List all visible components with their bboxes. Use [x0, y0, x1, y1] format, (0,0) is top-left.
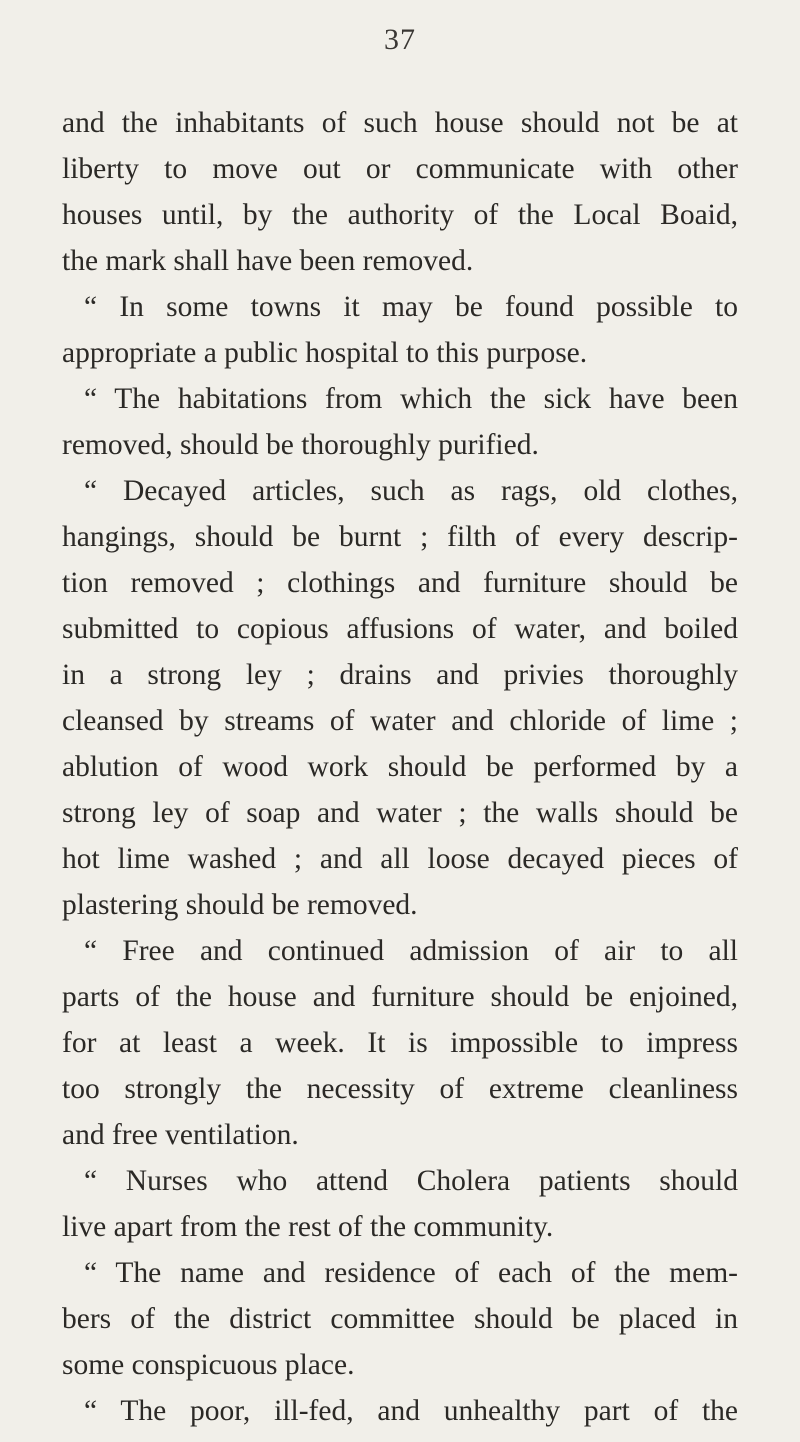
text-line: “ The habitations from which the sick have been: [84, 383, 738, 415]
text-line: hot lime washed ; and all loose decayed pieces of: [62, 843, 738, 875]
text-line: appropriate a public hospital to this purpose.: [62, 337, 588, 369]
text-line: hangings, should be burnt ; filth of every descrip-: [62, 521, 738, 553]
text-line: tion removed ; clothings and furniture should be: [62, 567, 738, 599]
text-line: strong ley of soap and water ; the walls should be: [62, 797, 738, 829]
text-line: plastering should be removed.: [62, 889, 418, 921]
text-line: “ In some towns it may be found possible to: [84, 291, 738, 323]
text-line: parts of the house and furniture should be enjoined,: [62, 981, 738, 1013]
text-line: ablution of wood work should be performed by a: [62, 751, 738, 783]
body-text: [62, 100, 738, 1434]
page-number: 37: [384, 23, 416, 56]
text-line: too strongly the necessity of extreme cleanliness: [62, 1073, 738, 1105]
text-line: in a strong ley ; drains and privies thoroughly: [62, 659, 738, 691]
text-line: “ The name and residence of each of the mem-: [84, 1257, 738, 1289]
text-line: “ Decayed articles, such as rags, old clothes,: [84, 475, 738, 507]
text-line: some conspicuous place.: [62, 1349, 355, 1381]
text-line: for at least a week. It is impossible to impress: [62, 1027, 738, 1059]
text-line: removed, should be thoroughly purified.: [62, 429, 539, 461]
text-line: “ Nurses who attend Cholera patients should: [84, 1165, 738, 1197]
text-line: live apart from the rest of the community.: [62, 1211, 554, 1243]
text-line: “ The poor, ill-fed, and unhealthy part of the: [84, 1395, 738, 1427]
text-line: liberty to move out or communicate with other: [62, 153, 738, 185]
text-line: houses until, by the authority of the Local Boaid,: [62, 199, 738, 231]
text-line: and free ventilation.: [62, 1119, 299, 1151]
text-line: “ Free and continued admission of air to all: [84, 935, 738, 967]
text-line: cleansed by streams of water and chloride of lime ;: [62, 705, 738, 737]
text-line: the mark shall have been removed.: [62, 245, 474, 277]
text-line: bers of the district committee should be placed in: [62, 1303, 738, 1335]
text-line: and the inhabitants of such house should not be at: [62, 107, 738, 139]
text-line: submitted to copious affusions of water, and boiled: [62, 613, 738, 645]
